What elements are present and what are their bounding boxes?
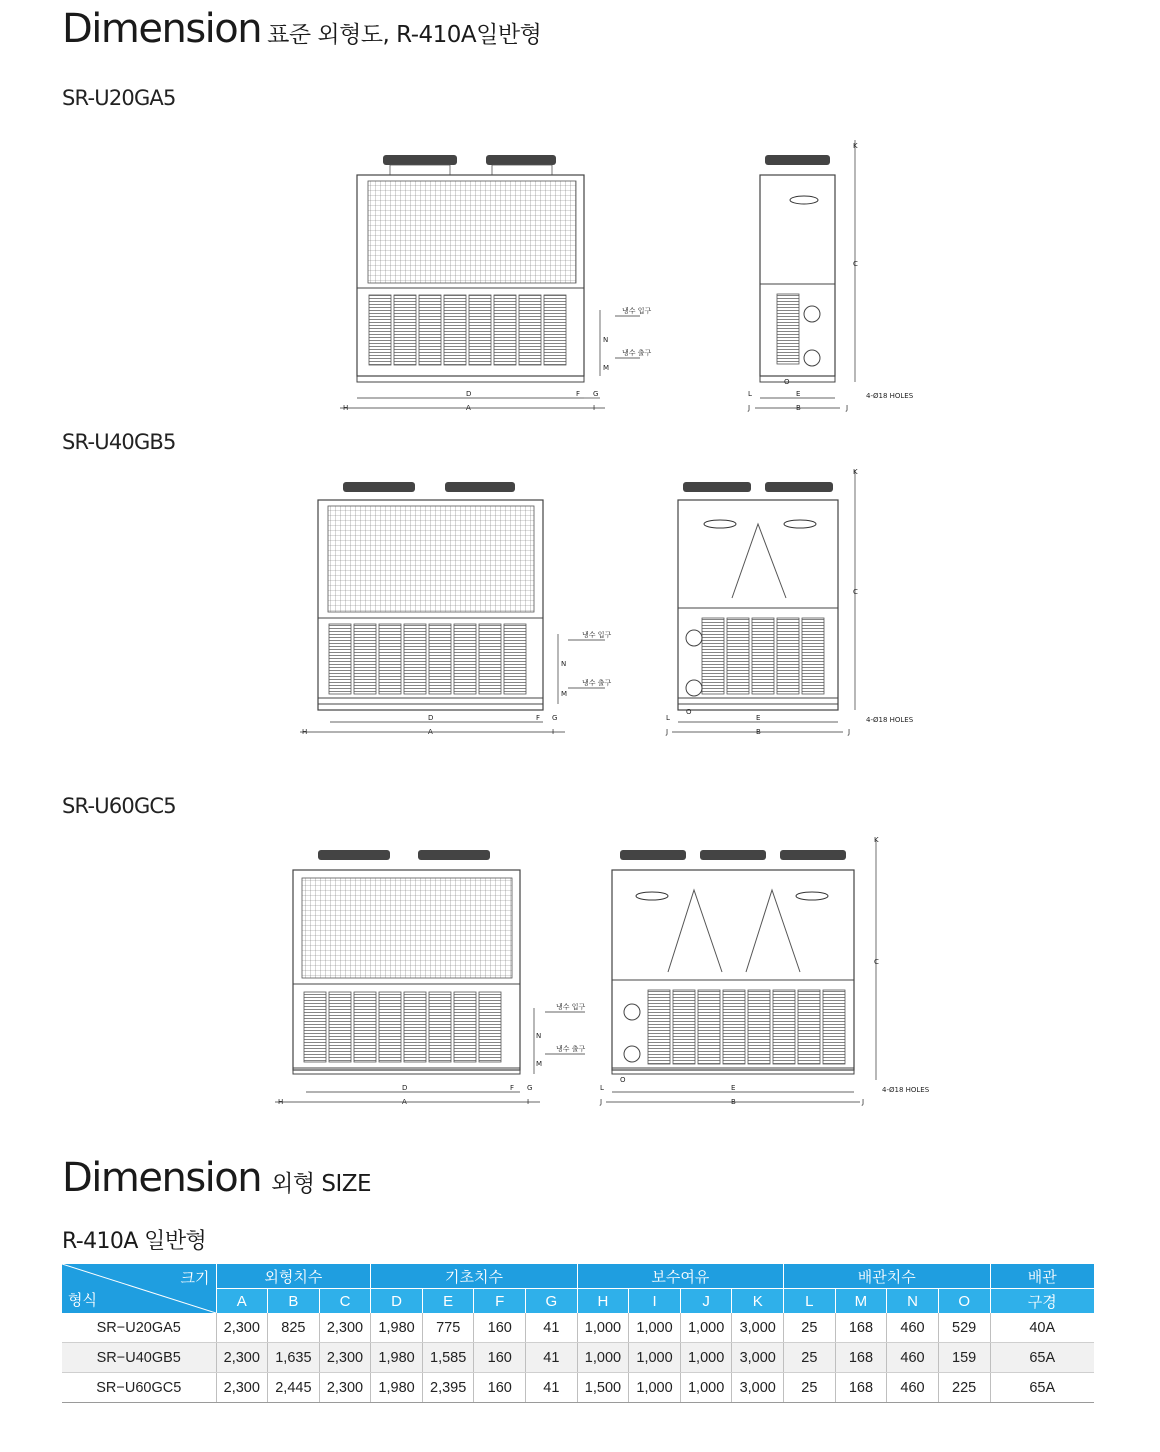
model-label-1: SR-U20GA5 [62,86,176,110]
value-cell: 160 [474,1343,526,1373]
table-col-header: O [938,1289,990,1314]
table-row [62,1343,1094,1373]
dim-l: L [748,390,752,398]
dim-g: G [593,390,599,398]
table-group-2: 보수여유 [577,1264,783,1289]
value-cell: 25 [784,1373,836,1403]
value-cell: 460 [887,1313,939,1343]
table-col-header: A [216,1289,268,1314]
louver-panel [429,624,451,694]
louver-panel [329,992,351,1062]
dim-j2: J [846,404,849,412]
table-corner [62,1264,216,1313]
louver-panel [369,295,391,365]
louver-panel [504,624,526,694]
louver-panel [802,618,824,694]
louver-panel [773,990,795,1064]
louver-panel [723,990,745,1064]
louver-panel [673,990,695,1064]
value-cell: 1,000 [680,1373,732,1403]
dim-f: F [510,1084,515,1092]
front-view [318,482,543,710]
value-cell: 159 [938,1343,990,1373]
table-row [62,1373,1094,1403]
value-cell: 2,300 [216,1343,268,1373]
dim-e: E [756,714,761,722]
dim-g: G [527,1084,533,1092]
value-cell: 1,980 [371,1343,423,1373]
table-col-header: 구경 [990,1289,1094,1314]
title-main: Dimension [62,6,262,52]
dim-n: N [561,660,567,668]
drawing-sr-u60gc5 [0,780,1160,1120]
dim-e: E [731,1084,736,1092]
value-cell: 160 [474,1373,526,1403]
louver-panel [354,624,376,694]
corner-size-label: 크기 [180,1270,210,1287]
value-cell: 1,000 [680,1343,732,1373]
side-view [612,850,854,1074]
value-cell: 529 [938,1313,990,1343]
pipe-out-label: 냉수 출구 [556,1045,586,1053]
model-label-3: SR-U60GC5 [62,794,176,818]
value-cell: 2,445 [268,1373,320,1403]
dim-l: L [666,714,670,722]
louver-panel [454,992,476,1062]
pipe-out-label: 냉수 출구 [582,679,612,687]
dim-a: A [402,1098,407,1106]
front-view [293,850,520,1074]
side-view [760,155,835,382]
value-cell: 3,000 [732,1313,784,1343]
louver-panel [648,990,670,1064]
holes-label: 4-Ø18 HOLES [866,716,914,724]
louver-panel [777,618,799,694]
model-label-2: SR-U40GB5 [62,430,176,454]
front-view [357,155,584,382]
table-group-3: 배관치수 [784,1264,990,1289]
dim-m: M [536,1060,543,1068]
value-cell: 41 [526,1313,578,1343]
value-cell: 25 [784,1313,836,1343]
table-col-header: K [732,1289,784,1314]
value-cell: 1,000 [577,1313,629,1343]
pipe-in-label: 냉수 입구 [582,631,612,639]
dim-c: C [874,958,879,966]
title-sub: 표준 외형도, R-410A일반형 [267,22,542,48]
table-group-1: 기초치수 [371,1264,577,1289]
louver-panel [404,624,426,694]
model-cell: SR−U40GB5 [62,1343,216,1373]
dim-f: F [536,714,541,722]
dim-l: L [600,1084,604,1092]
value-cell: 1,000 [577,1343,629,1373]
dim-j2: J [848,728,851,736]
dim-n: N [603,336,609,344]
value-cell: 1,980 [371,1313,423,1343]
value-cell: 225 [938,1373,990,1403]
table-col-header: C [319,1289,371,1314]
louver-panel [823,990,845,1064]
dim-m: M [603,364,610,372]
drawing-sr-u40gb5 [0,420,1160,750]
louver-panel [354,992,376,1062]
louver-panel [454,624,476,694]
dim-n: N [536,1032,542,1040]
spec-table [62,1264,1094,1403]
louver-panel [698,990,720,1064]
value-cell: 2,300 [216,1373,268,1403]
dim-i: I [552,728,555,736]
pipe-in-label: 냉수 입구 [556,1003,586,1011]
table-col-header: G [526,1289,578,1314]
louver-panel [752,618,774,694]
holes-label: 4-Ø18 HOLES [882,1086,930,1094]
value-cell: 775 [422,1313,474,1343]
value-cell: 3,000 [732,1373,784,1403]
louver-panel [329,624,351,694]
dim-f: F [576,390,581,398]
dim-j2: J [862,1098,865,1106]
holes-label: 4-Ø18 HOLES [866,392,914,400]
pipe-in-label: 냉수 입구 [622,307,652,315]
dim-o: O [620,1076,626,1084]
value-cell: 2,300 [319,1343,371,1373]
table-col-header: E [422,1289,474,1314]
corner-model-label: 형식 [68,1292,97,1309]
section-title-sub: 외형 SIZE [271,1171,372,1197]
dim-b: B [756,728,761,736]
dim-b: B [731,1098,736,1106]
dim-d: D [428,714,434,722]
dim-e: E [796,390,801,398]
section-title-main: Dimension [62,1155,262,1201]
dim-a: A [428,728,433,736]
table-col-header: L [784,1289,836,1314]
louver-panel [727,618,749,694]
table-group-0: 외형치수 [216,1264,371,1289]
louver-panel [798,990,820,1064]
table-col-header: M [835,1289,887,1314]
table-subtitle: R-410A 일반형 [62,1229,207,1254]
table-row [62,1313,1094,1343]
table-col-header: I [629,1289,681,1314]
model-cell: SR−U60GC5 [62,1373,216,1403]
dim-m: M [561,690,568,698]
table-col-header: D [371,1289,423,1314]
value-cell: 1,635 [268,1343,320,1373]
dim-b: B [796,404,801,412]
louver-panel [419,295,441,365]
value-cell: 168 [835,1373,887,1403]
dim-j: J [600,1098,603,1106]
value-cell: 25 [784,1343,836,1373]
value-cell: 168 [835,1313,887,1343]
table-col-header: B [268,1289,320,1314]
table-col-header: N [887,1289,939,1314]
value-cell: 1,980 [371,1373,423,1403]
value-cell: 65A [990,1373,1094,1403]
table-group-header [62,1264,1094,1289]
louver-panel [479,992,501,1062]
dim-k: K [853,142,858,150]
section-title [62,1155,371,1201]
dim-j: J [666,728,669,736]
pipe-out-label: 냉수 출구 [622,349,652,357]
value-cell: 2,300 [216,1313,268,1343]
value-cell: 1,585 [422,1343,474,1373]
dim-k: K [853,468,858,476]
dim-a: A [466,404,471,412]
value-cell: 1,000 [629,1313,681,1343]
value-cell: 460 [887,1343,939,1373]
louver-panel [394,295,416,365]
dim-c: C [853,588,858,596]
louver-panel [304,992,326,1062]
louver-panel [494,295,516,365]
value-cell: 160 [474,1313,526,1343]
model-cell: SR−U20GA5 [62,1313,216,1343]
louver-panel [544,295,566,365]
louver-panel [379,624,401,694]
value-cell: 1,500 [577,1373,629,1403]
dim-c: C [853,260,858,268]
dim-g: G [552,714,558,722]
value-cell: 40A [990,1313,1094,1343]
dim-o: O [784,378,790,386]
value-cell: 1,000 [629,1343,681,1373]
louver-panel [429,992,451,1062]
table-group-4: 배관 [990,1264,1094,1289]
louver-panel [702,618,724,694]
value-cell: 2,300 [319,1373,371,1403]
dim-o: O [686,708,692,716]
dim-h: H [278,1098,284,1106]
value-cell: 41 [526,1373,578,1403]
table-col-header: H [577,1289,629,1314]
dim-i: I [527,1098,530,1106]
value-cell: 1,000 [629,1373,681,1403]
louver-panel [404,992,426,1062]
value-cell: 3,000 [732,1343,784,1373]
dim-k: K [874,836,879,844]
louver-panel [379,992,401,1062]
value-cell: 41 [526,1343,578,1373]
value-cell: 65A [990,1343,1094,1373]
value-cell: 825 [268,1313,320,1343]
louver-panel [469,295,491,365]
table-column-header [62,1289,1094,1314]
value-cell: 460 [887,1373,939,1403]
value-cell: 2,300 [319,1313,371,1343]
table-col-header: F [474,1289,526,1314]
dim-d: D [466,390,472,398]
dim-j: J [748,404,751,412]
louver-panel [444,295,466,365]
value-cell: 1,000 [680,1313,732,1343]
dim-i: I [593,404,596,412]
dim-h: H [302,728,308,736]
louver-panel [748,990,770,1064]
dim-h: H [343,404,349,412]
louver-panel [519,295,541,365]
louver-panel [479,624,501,694]
drawing-sr-u20ga5 [0,0,1160,420]
value-cell: 2,395 [422,1373,474,1403]
value-cell: 168 [835,1343,887,1373]
dim-d: D [402,1084,408,1092]
table-col-header: J [680,1289,732,1314]
table-body [62,1313,1094,1403]
side-view [678,482,838,710]
